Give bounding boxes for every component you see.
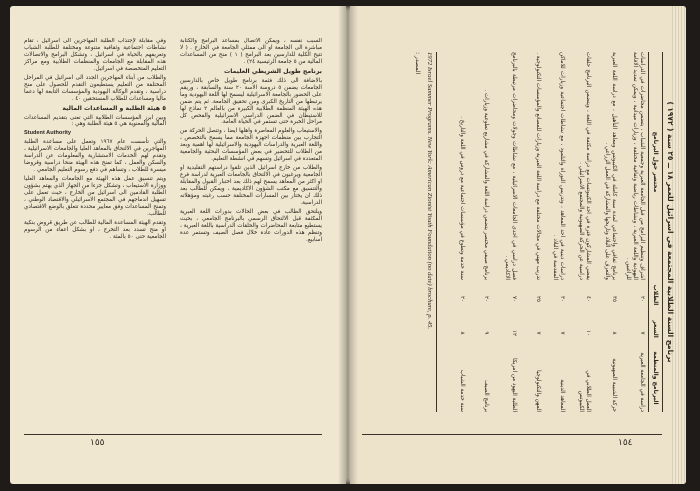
table-cell-price: ١٠ <box>585 329 591 336</box>
table-cell-price: ٨ <box>611 331 617 335</box>
table-cell-students: ٧٠ <box>511 295 517 302</box>
left-page-bottom-rule <box>24 434 322 435</box>
table-header-program: البرنامج والمنظمة <box>652 351 659 405</box>
table-cell-program: سنة خدمة الشباب <box>459 369 465 412</box>
table-cell-price: ٧ <box>559 331 565 335</box>
section-heading: ٥ هيئة الطلبة و المساعدات المالية <box>62 104 166 112</box>
table-cell-students: ٢٠ <box>459 295 465 302</box>
table-cell-students: ٣٥ <box>611 295 617 302</box>
paragraph: ويتم تنسيق عمل هذه الهيئة مع الجامعات والمعاهد العليا ووزارة الاستيعاب ، وتشكل جزءا من الجهاز الذي يهتم بشؤون الطلبة القادمين الى اسرائيل من الخارج ، حيث تعمل على تسهيل اندماجهم في المجتمع الاسرائيلي والاقتصاد الوطني ، وتمنح المساعدات وفق معايير محددة تتعلق بالوضع الاقتصادي للطالب. <box>24 176 166 217</box>
table-cell-price: ٧ <box>639 331 645 335</box>
paragraph: والطلاب من أبناء المهاجرين الجدد الى اسرائيل في المراحل المختلفة من التعليم يستطيعون التقدم للحصول على منح دراسية ، وتقدم الوكالة اليهودية والمؤسسات التابعة لها دعما ماليا ومساعدات للطلاب المستحقين ٤٠ . <box>24 74 166 102</box>
table-cell-program: الطلبة اليهود من امريكا <box>511 358 517 412</box>
foreign-term: Student Authority <box>24 130 72 137</box>
table-cell-program: دراسة في الجامعة العبرية <box>639 352 645 412</box>
table-source-label: المصدر : <box>414 52 421 75</box>
table-cell-description: برنامج ثقافي واجتماعي لمدة سنة كاملة في الكيبوتس ومعاهد التأهيل ، مع دراسة اللغة العبرية والتعرف على البلاد وتاريخها والمشاركة في العمل الزراعي . <box>604 52 617 280</box>
left-page-number: ١٥٥ <box>90 438 105 448</box>
paragraph: وتقدم الهيئة المساعدة المالية للطالب عن طريق قروض بنكية او منح تسدد بعد التخرج ، او بشكل اعفاء من الرسوم الجامعية حتى ٥٠ بالمئة . <box>24 219 166 240</box>
table-cell-program: حركة الشبيبة الصهيونية <box>611 358 617 412</box>
paragraph: والطلاب من خارج اسرائيل الذين تلقوا دراستهم التقليدية او الجامعية ويرغبون في الالتحاق بالجامعات العبرية لدراسة فرع او اكثر من المعاهد يسمح لهم ذلك بعد اختبار القبول والمقابلة والتنسيق مع مكتب الشؤون الاكاديمية ، ويمكن للطالب بعد ذلك ان يختار بين المسارات المختلفة حسب رغبته ومؤهلاته الدراسية. <box>180 165 322 206</box>
table-cell-description: فصل دراسي في احدى الجامعات الاسرائيلية ، مع نشاطات وجولات ومحاضرات مرتبطة بالبرنامج الاكاديمي . <box>504 52 517 280</box>
paragraph: السبب نفسه ، ويمكن الاتصال بمساعد البرامج والكتابة مباشرة الى الجامعة او الى ممثلي الجامعة في الخارج . ( لا تتيح الكلية للدارسين بعد البرامج ( ١ ) منح من المساعدات المالية من ٥ جامعة الرئيسية ٢٤) . <box>180 38 322 65</box>
table-cell-program: المعاهد الدينية <box>559 379 565 412</box>
table-source: 1972 Israel Summer Programs. New York: American Zionist Youth Foundation (no date) brochure, p. 45. <box>426 52 433 330</box>
paragraph: وبين ابرز المؤسسات الطلابية التي تعنى بتقديم المساعدات المالية والمعنوية هي ٥ هيئة الطلبة وهي : <box>24 114 166 128</box>
table-cell-program: برنامج الصيف <box>483 380 489 412</box>
paragraph: وفي مقابلة لإجتذاب الطلبة المهاجرين الى اسرائيل ، تقام نشاطات اجتماعية وثقافية متنوعة ومختلفة للطلبة الشباب وتعريفهم بالحياة في اسرائيل ، وتشكل البرامج والاتصالات هذه المقابلة مع الجامعات والمنظمات الطلابية ومع مراكز التعليم المتخصصة في اسرائيل. <box>24 38 166 72</box>
table-cell-program: العمل الطلابي في الكيبوتس <box>578 370 591 412</box>
rotated-table <box>403 44 673 416</box>
book-gutter <box>338 6 358 484</box>
table-cell-price: ٧ <box>535 331 541 335</box>
paragraph: ويلتحق الطالب في بعض الحالات بدورات اللغة العبرية المكثفة قبل الالتحاق الرسمي بالبرنامج الجامعي ، بحيث يستطيع متابعة المحاضرات والحلقات الدراسية باللغة العبرية ، وتنظم هذه الدورات عادة خلال فصل الصيف وتستمر عدة اسابيع. <box>180 208 322 243</box>
table-cell-students: ٢٠ <box>483 295 489 302</box>
table-cell-description: سنة خدمة وتطوع في مؤسسات اجتماعية مع دروس في اللغة والتاريخ . <box>459 116 465 280</box>
paragraph: والتي تأسست عام ١٩٦٧ وتعمل على مساعدة الطلبة المهاجرين في الالتحاق بالمعاهد العليا والجامعات الاسرائيلية ، وتقدم لهم الخدمات الاستشارية والمعلومات عن الدراسة والسكن والعمل ، كما تمنح هذه الهيئة منحا دراسية وقروضا ميسرة للطلاب ، وتساهم في دفع رسوم التعليم الجامعي . <box>24 139 166 174</box>
table-cell-students: ٤٠ <box>585 295 591 302</box>
left-page-column-right <box>180 38 322 430</box>
table-cell-description: اشراف وتنظيم البرامج من قبل الجامعة العبرية وجمعية الشباب ، يتضمن محاضرات في الدراسات اليهودية واللغة العبرية ، ونشاطات رياضية وثقافية مختلفة ، وزيارات ميدانية ، ويمكن تمديد الاقامة للراغبين . <box>625 52 645 280</box>
paragraph: بالاضافة الى ذلك فثمة برنامج طويل خاص بالدارسين الجامعات يضمن ٥ دروسة الاسة ٢٠ سنة والسابقة ، وريقم على الحضور بالجامعة الاسرائيلية ليسمح لها اللغة اليهودية وما يرتبطها من التاريخ الكبرى ومن تحقيق الجامعة. ثم يتم ضمن هذه الهيئة المنظمة الطلابية الكبيرة من بالعالم ٢ نماذج لها للاستيطان في الضمن الدراسي الاسرائيلية والفحص كل مراحل الخبرة حتى تستمر في الحياة العامة. <box>180 77 322 126</box>
table-cell-description: يقضي المشاركون فترة في احد الكيبوتسات مع دراسة مكثفة في اللغة ، ويتضمن البرنامج حلقات دراسية عن الحركة الصهيونية والمجتمع الاسرائيلي . <box>578 52 591 280</box>
table-cell-students: ٣٠ <box>559 295 565 302</box>
table-cell-students: ٢٠ <box>639 295 645 302</box>
table-header-price: السعر <box>652 320 659 338</box>
right-page-number: ١٥٤ <box>618 438 633 448</box>
book-spread <box>10 6 686 484</box>
paragraph: والاستيعاب والعلوم المعاصرة واهلها ايضا ، وتتصل الحركة من التجارب بين منظمات اجهزة الجامعة مما يسمح بالتخصص ، واللغة العبرية والدراسات اليهودية والاسرائيلية لها اهمية وبعد من الطلاب للتحضير في بعض المؤسسات البحثية والجامعية المتعددة في اسرائيل وتسهم في انشطة التعليم. <box>180 128 322 163</box>
right-page-bottom-rule <box>362 434 662 435</box>
table-header-rule <box>648 52 649 412</box>
table-cell-description: دراسات دينية في احد المعاهد ، وتدريس التوراة والتلمود ، مع نشاطات اجتماعية وزيارات للاماكن المقدسة في البلاد . <box>552 52 565 280</box>
left-page <box>10 6 346 484</box>
section-heading: برنامج طويل الشريطي العليمات <box>223 67 322 75</box>
table-cell-students: ٢٥ <box>535 295 541 302</box>
table-cell-program: المهن والتكنولوجيا <box>535 370 541 412</box>
table-cell-price: ١٢ <box>511 329 517 336</box>
table-cell-description: تدريب مهني في مجالات مختلفة مع دراسة اللغة العبرية وزيارات للمصانع والمؤسسات التكنولوجية . <box>535 52 541 280</box>
table-cell-price: ٨ <box>459 331 465 335</box>
table-cell-description: برنامج صيفي مختصر يتضمن دراسة اللغة والمشاركة في مشاريع تطوعية وزيارات . <box>483 89 489 280</box>
table-top-rule <box>662 52 663 412</box>
table-bottom-rule <box>436 52 437 412</box>
table-header-students: الطلاب <box>652 284 659 306</box>
table-header-description: مختصر حول البرنامج <box>652 131 659 193</box>
left-page-column-left <box>24 38 166 430</box>
table-title: برنامج السنة الطلابية المجتمعة في اسرائيل للعمر ١٨ ــ ٢٥ سنة ( ١٩٧٢ ) <box>666 101 675 363</box>
table-cell-price: ٩ <box>483 331 489 335</box>
